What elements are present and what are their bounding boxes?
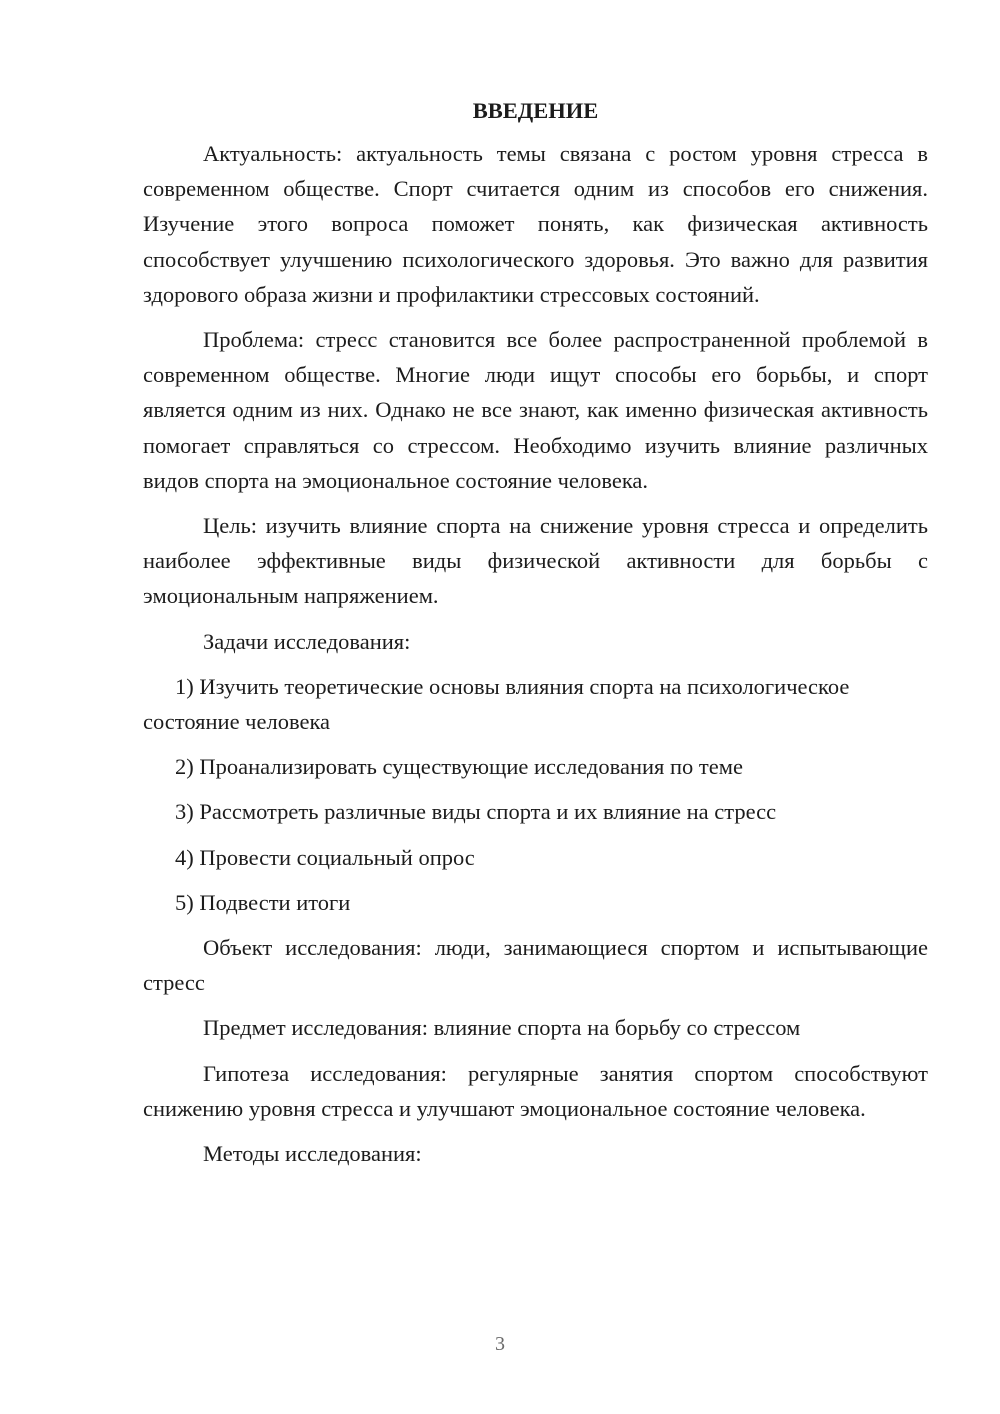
object-paragraph: Объект исследования: люди, занимающиеся спортом и испытывающие стресс: [143, 935, 928, 996]
goal-paragraph: Цель: изучить влияние спорта на снижение уровня стресса и определить наиболее эффективные виды физической активности для борьбы с эмоциональным напряжением.: [143, 513, 928, 609]
document-page: [143, 96, 928, 1181]
hypothesis-paragraph: Гипотеза исследования: регулярные занятия спортом способствуют снижению уровня стресса и улучшают эмоциональное состояние человека.: [143, 1060, 928, 1121]
page-title: ВВЕДЕНИЕ: [472, 98, 599, 123]
problem-paragraph: Проблема: стресс становится все более распространенной проблемой в современном обществе. Многие люди ищут способы его борьбы, и спорт является одним из них. Однако не все знают, как именно физическая активность помогает справляться со стрессом. Необходимо изучить влияние различных видов спорта на эмоциональное состояние человека.: [143, 327, 928, 493]
task-item-3: 3) Рассмотреть различные виды спорта и их влияние на стресс: [175, 799, 777, 825]
task-item-5: 5) Подвести итоги: [175, 889, 351, 915]
subject-paragraph: Предмет исследования: влияние спорта на борьбу со стрессом: [203, 1015, 801, 1041]
methods-title: Методы исследования:: [203, 1141, 422, 1167]
task-item-2: 2) Проанализировать существующие исследования по теме: [175, 754, 743, 780]
task-item-4: 4) Провести социальный опрос: [175, 844, 475, 870]
tasks-title: Задачи исследования:: [203, 628, 411, 654]
task-item-1: 1) Изучить теоретические основы влияния спорта на психологическое состояние человека: [143, 673, 850, 735]
relevance-paragraph: Актуальность: актуальность темы связана с ростом уровня стресса в современном обществе. Спорт считается одним из способов его снижения. Изучение этого вопроса поможет понять, как физическая активность способствует улучшению психологического здоровья. Это важно для развития здорового образа жизни и профилактики стрессовых состояний.: [143, 141, 928, 307]
page-number: 3: [495, 1333, 505, 1355]
